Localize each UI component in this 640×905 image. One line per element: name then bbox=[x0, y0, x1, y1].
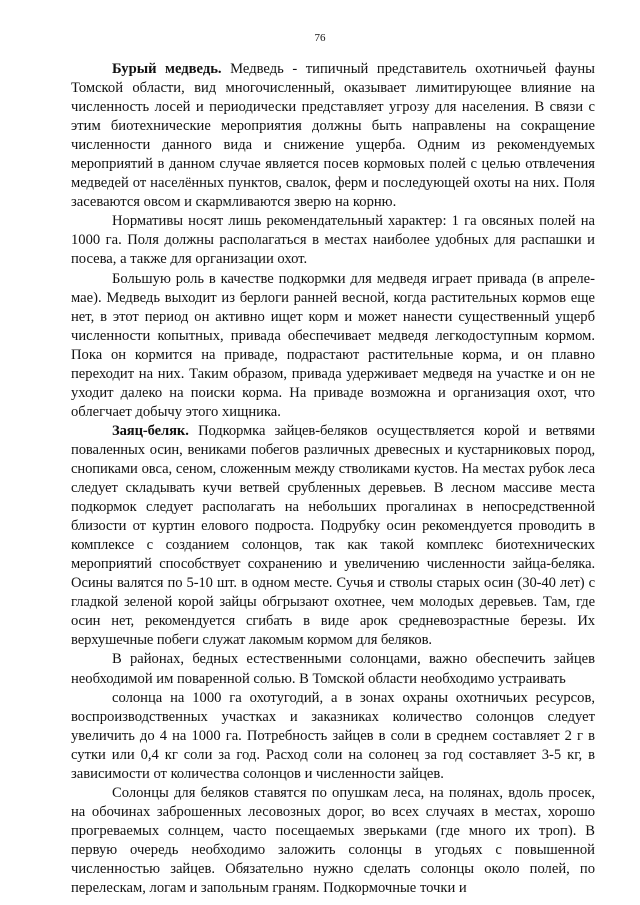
paragraph-text: В районах, бедных естественными солонцами, важно обеспечить зайцев необходимой им поваренной солью. В Томской области необходимо устраивать bbox=[71, 651, 595, 687]
paragraph-text: Медведь - типичный представитель охотничьей фауны Томской области, вид многочисленный, оказывает лимитирующее влияние на численность лосей и периодически представляет угрозу для населения. В связи с этим биотехнические мероприятия должны быть направлены на сокращение численности данного вида и снижение ущерба. Одним из рекомендуемых мероприятий в данном случае является посев кормовых полей с целью отвлечения медведей от населённых пунктов, свалок, ферм и последующей охоты на них. Поля засеваются овсом и скармливаются зверю на корню. bbox=[71, 61, 595, 211]
paragraph-text: Нормативы носят лишь рекомендательный характер: 1 га овсяных полей на 1000 га. Поля должны располагаться в местах наиболее удобных для распашки и посева, а также для организации охот. bbox=[71, 213, 595, 268]
page-number: 76 bbox=[314, 32, 326, 44]
paragraph-text: солонца на 1000 га охотугодий, а в зонах охраны охотничьих ресурсов, воспроизводственных участках и заказниках количество солонцов следует увеличить до 4 на 1000 га. Потребность зайцев в соли в среднем составляет 2 г в сутки или 0,4 кг соли за год. Расход соли на солонец за год составляет 3-5 кг, в зависимости от количества солонцов и численности зайцев. bbox=[71, 689, 595, 782]
paragraph-brown-bear bbox=[71, 60, 595, 212]
paragraph-salt-intro bbox=[71, 650, 595, 688]
paragraph-text: Солонцы для беляков ставятся по опушкам леса, на полянах, вдоль просек, на обочинах заброшенных лесовозных дорог, во всех случаях в местах, хорошо прогреваемых солнцем, часто посещаемых зверьками (где много их троп). В первую очередь необходимо заложить солонцы в угодьях с повышенной численностью зайцев. Обязательно нужно сделать солонцы около полей, по перелескам, логам и запольным граням. Подкормочные точки и bbox=[71, 784, 595, 897]
section-heading-hare: Заяц-беляк. bbox=[112, 422, 189, 439]
paragraph-hare bbox=[71, 422, 595, 651]
paragraph-bait bbox=[71, 270, 595, 422]
paragraph-norms bbox=[71, 212, 595, 269]
paragraph-text: Большую роль в качестве подкормки для медведя играет привада (в апреле-мае). Медведь выходит из берлоги ранней весной, когда растительных кормов еще нет, в этот период он активно ищет корм и может нанести существенный ущерб численности копытных, привада обеспечивает медведя легкодоступным кормом. Пока он кормится на приваде, подрастают растительные корма, и он плавно переходит на них. Таким образом, привада удерживает медведя на участке и он не уходит далеко на поиски корма. На приваде возможна и организация охот, что облегчает добычу этого хищника. bbox=[71, 270, 595, 420]
paragraph-salt-placement bbox=[71, 784, 595, 898]
paragraph-salt-norms bbox=[71, 689, 595, 784]
document-body bbox=[71, 60, 595, 898]
section-heading-brown-bear: Бурый медведь. bbox=[112, 61, 222, 77]
paragraph-text: Подкормка зайцев-беляков осуществляется корой и ветвями поваленных осин, вениками побегов различных древесных и кустарниковых пород, снопиками овса, сеном, сложенным между стволиками кустов. На местах рубок леса следует складывать кучи ветвей срубленных деревьев. В лесном массиве места подкормок следует располагать на небольших прогалинах в непосредственной близости от куртин елового подроста. Подрубку осин рекомендуется проводить в комплексе с созданием солонцов, так как такой комплекс биотехнических мероприятий способствует сохранению и увеличению численности зайца-беляка. Осины валятся по 5-10 шт. в одном месте. Сучья и стволы старых осин (30-40 лет) с гладкой зеленой корой зайцы обгрызают охотнее, чем молодых деревьев. Там, где осин нет, рекомендуется сгибать в виде арок средневозрастные березы. Их верхушечные побеги служат лакомым кормом для беляков. bbox=[71, 422, 595, 649]
